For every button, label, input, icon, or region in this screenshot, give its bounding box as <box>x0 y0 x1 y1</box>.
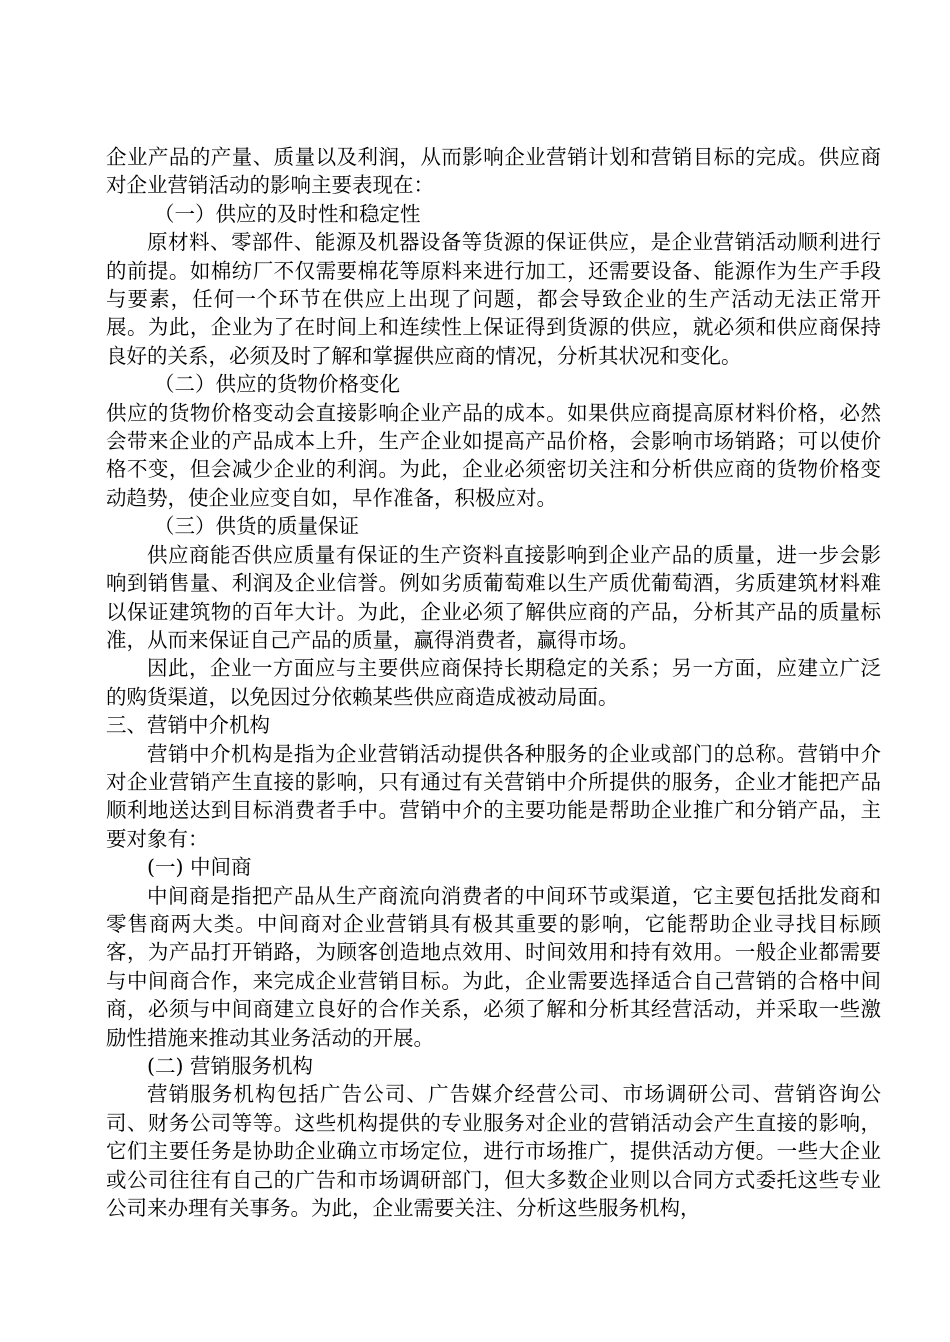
paragraph-supply-quality: 供应商能否供应质量有保证的生产资料直接影响到企业产品的质量，进一步会影响到销售量、利润及企业信誉。例如劣质葡萄难以生产质优葡萄酒，劣质建筑材料难以保证建筑物的百年大计。为此，企业必须了解供应商的产品，分析其产品的质量标准，从而来保证自己产品的质量，赢得消费者，赢得市场。 <box>106 542 881 652</box>
document-body <box>106 143 881 1222</box>
subheading-supply-timeliness: （一）供应的及时性和稳定性 <box>154 201 421 226</box>
paragraph-service-agencies: 营销服务机构包括广告公司、广告媒介经营公司、市场调研公司、营销咨询公司、财务公司等等。这些机构提供的专业服务对企业的营销活动会产生直接的影响，它们主要任务是协助企业确立市场定位，进行市场推广，提供活动方便。一些大企业或公司往往有自己的广告和市场调研部门，但大多数企业则以合同方式委托这些专业公司来办理有关事务。为此，企业需要关注、分析这些服务机构， <box>106 1082 881 1221</box>
paragraph-supplier-relationship: 因此，企业一方面应与主要供应商保持长期稳定的关系；另一方面，应建立广泛的购货渠道，以免因过分依赖某些供应商造成被动局面。 <box>106 656 881 709</box>
paragraph-intermediaries: 营销中介机构是指为企业营销活动提供各种服务的企业或部门的总称。营销中介对企业营销产生直接的影响，只有通过有关营销中介所提供的服务，企业才能把产品顺利地送达到目标消费者手中。营销中介的主要功能是帮助企业推广和分销产品，主要对象有： <box>106 741 881 851</box>
section-heading-intermediaries: 三、营销中介机构 <box>106 713 270 738</box>
subheading-service-agencies: (二) 营销服务机构 <box>147 1054 314 1078</box>
subheading-supply-price: （二）供应的货物价格变化 <box>154 372 400 397</box>
paragraph-supply-timeliness: 原材料、零部件、能源及机器设备等货源的保证供应，是企业营销活动顺利进行的前提。如棉纺厂不仅需要棉花等原料来进行加工，还需要设备、能源作为生产手段与要素，任何一个环节在供应上出现了问题，都会导致企业的生产活动无法正常开展。为此，企业为了在时间上和连续性上保证得到货源的供应，就必须和供应商保持良好的关系，必须及时了解和掌握供应商的情况，分析其状况和变化。 <box>106 230 881 368</box>
subheading-supply-quality: （三）供货的质量保证 <box>154 514 359 539</box>
paragraph-intro: 企业产品的产量、质量以及利润，从而影响企业营销计划和营销目标的完成。供应商对企业营销活动的影响主要表现在： <box>106 145 881 198</box>
subheading-middlemen: (一) 中间商 <box>147 855 252 880</box>
paragraph-middlemen: 中间商是指把产品从生产商流向消费者的中间环节或渠道，它主要包括批发商和零售商两大类。中间商对企业营销具有极其重要的影响，它能帮助企业寻找目标顾客，为产品打开销路，为顾客创造地点效用、时间效用和持有效用。一般企业都需要与中间商合作，来完成企业营销目标。为此，企业需要选择适合自己营销的合格中间商，必须与中间商建立良好的合作关系，必须了解和分析其经营活动，并采取一些激励性措施来推动其业务活动的开展。 <box>106 883 881 1050</box>
paragraph-supply-price: 供应的货物价格变动会直接影响企业产品的成本。如果供应商提高原材料价格，必然会带来企业的产品成本上升，生产企业如提高产品价格，会影响市场销路；可以使价格不变，但会减少企业的利润。为此，企业必须密切关注和分析供应商的货物价格变动趋势，使企业应变自如，早作准备，积极应对。 <box>106 400 881 510</box>
